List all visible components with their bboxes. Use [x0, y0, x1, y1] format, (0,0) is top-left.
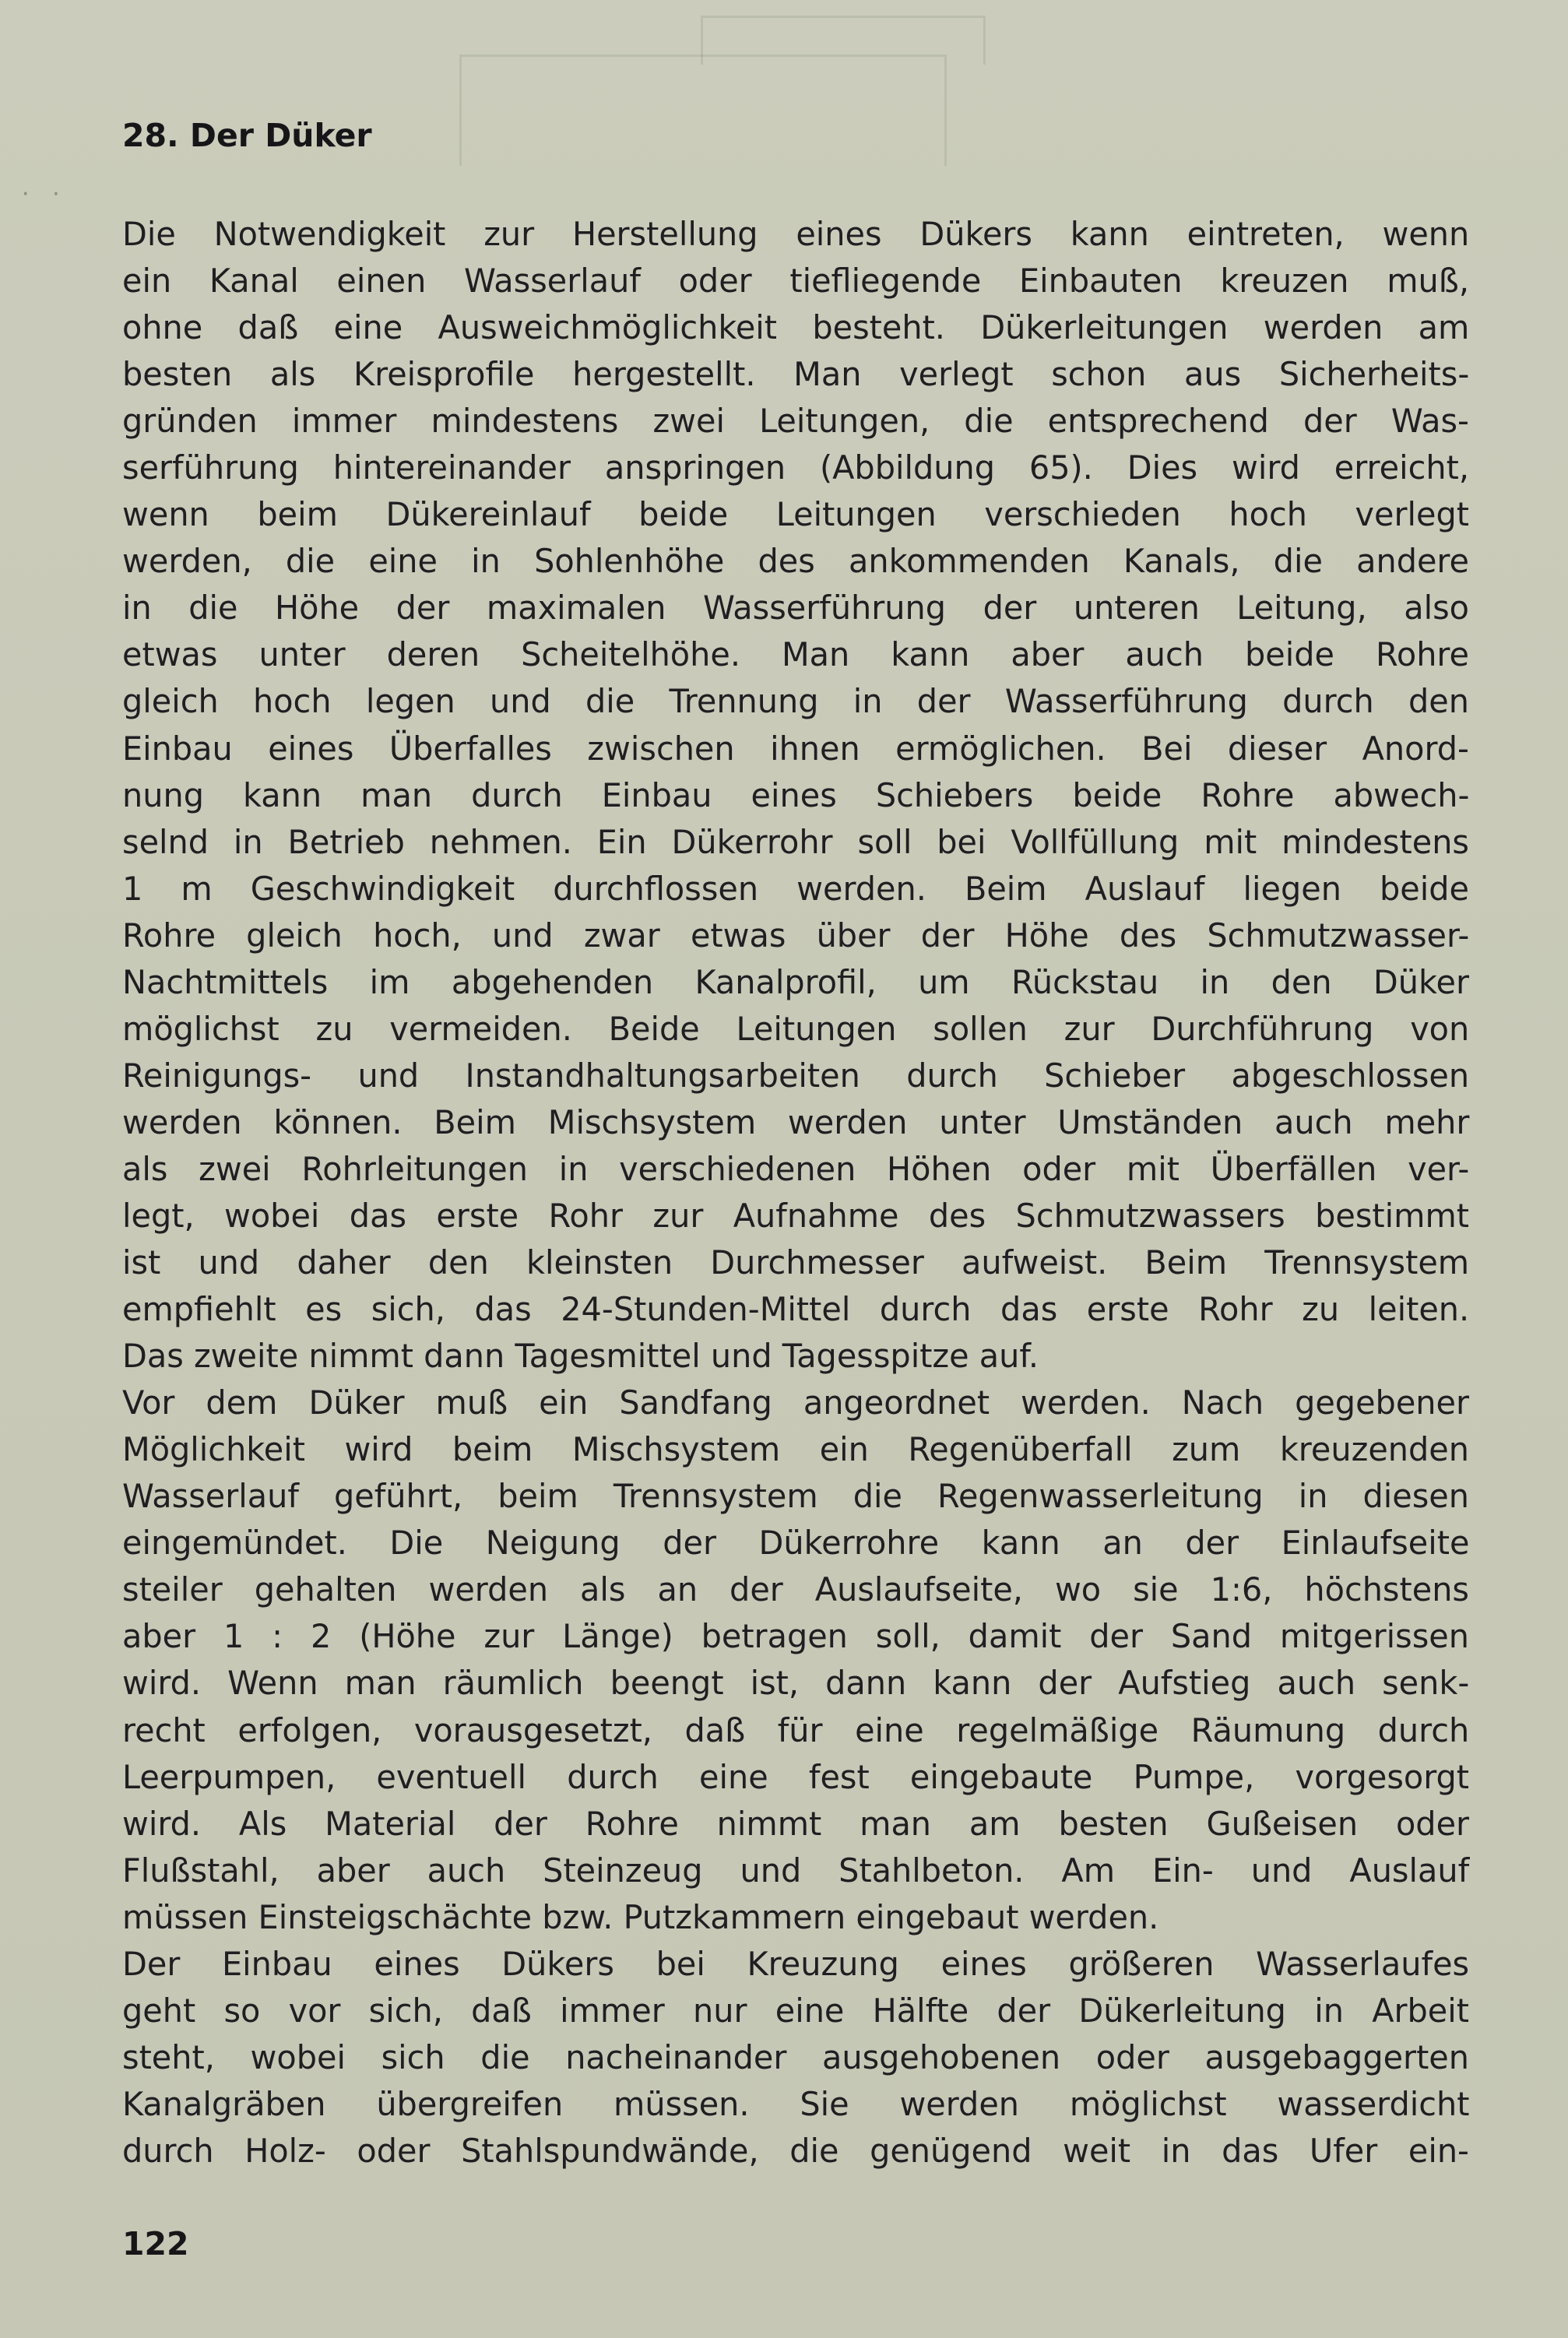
text-line: selnd in Betrieb nehmen. Ein Dükerrohr soll bei Vollfüllung mit mindestens	[122, 823, 1469, 861]
text-line-paragraph-end: müssen Einsteigschächte bzw. Putzkammern eingebaut werden.	[122, 1898, 1159, 1936]
text-line: als zwei Rohrleitungen in verschiedenen Höhen oder mit Überfällen ver-	[122, 1150, 1470, 1188]
text-line: geht so vor sich, daß immer nur eine Hälfte der Dükerleitung in Arbeit	[122, 1992, 1469, 2030]
text-line: aber 1 : 2 (Höhe zur Länge) betragen soll, damit der Sand mitgerissen	[122, 1618, 1469, 1656]
text-line: ein Kanal einen Wasserlauf oder tiefliegende Einbauten kreuzen muß,	[122, 262, 1469, 301]
text-line: Einbau eines Überfalles zwischen ihnen ermöglichen. Bei dieser Anord-	[122, 730, 1469, 768]
text-line: wird. Wenn man räumlich beengt ist, dann kann der Aufstieg auch senk-	[122, 1665, 1470, 1703]
section-heading: 28. Der Düker	[122, 117, 372, 154]
text-line: nung kann man durch Einbau eines Schiebers beide Rohre abwech-	[122, 776, 1470, 814]
text-line: Vor dem Düker muß ein Sandfang angeordnet werden. Nach gegebener	[122, 1384, 1469, 1422]
text-line: Kanalgräben übergreifen müssen. Sie werden möglichst wasserdicht	[122, 2085, 1470, 2123]
text-line: 1 m Geschwindigkeit durchflossen werden. Beim Auslauf liegen beide	[122, 870, 1469, 908]
text-line: Reinigungs- und Instandhaltungsarbeiten durch Schieber abgeschlossen	[122, 1056, 1470, 1095]
text-line: steht, wobei sich die nacheinander ausgehobenen oder ausgebaggerten	[122, 2038, 1469, 2076]
bleed-through-figure-frame-top	[701, 16, 986, 65]
bleed-through-figure-frame	[459, 54, 947, 166]
text-line-paragraph-end: Das zweite nimmt dann Tagesmittel und Tagesspitze auf.	[122, 1338, 1039, 1376]
text-line: gleich hoch legen und die Trennung in der Wasserführung durch den	[122, 683, 1469, 721]
text-line: Rohre gleich hoch, und zwar etwas über der Höhe des Schmutzwasser-	[122, 916, 1470, 955]
text-line: möglichst zu vermeiden. Beide Leitungen sollen zur Durchführung von	[122, 1010, 1470, 1048]
text-line: steiler gehalten werden als an der Auslaufseite, wo sie 1:6, höchstens	[122, 1571, 1469, 1609]
text-line: durch Holz- oder Stahlspundwände, die genügend weit in das Ufer ein-	[122, 2132, 1469, 2170]
text-line: serführung hintereinander anspringen (Abbildung 65). Dies wird erreicht,	[122, 449, 1469, 487]
text-line: gründen immer mindestens zwei Leitungen, die entsprechend der Was-	[122, 403, 1469, 441]
text-line: Möglichkeit wird beim Mischsystem ein Regenüberfall zum kreuzenden	[122, 1431, 1469, 1469]
text-line: besten als Kreisprofile hergestellt. Man verlegt schon aus Sicherheits-	[122, 356, 1470, 394]
text-line: recht erfolgen, vorausgesetzt, daß für eine regelmäßige Räumung durch	[122, 1711, 1470, 1749]
margin-specks: · ·	[22, 181, 68, 208]
text-line: etwas unter deren Scheitelhöhe. Man kann aber auch beide Rohre	[122, 636, 1469, 674]
text-line: Wasserlauf geführt, beim Trennsystem die Regenwasserleitung in diesen	[122, 1478, 1469, 1516]
text-line: ohne daß eine Ausweichmöglichkeit besteht. Dükerleitungen werden am	[122, 309, 1470, 347]
text-line: in die Höhe der maximalen Wasserführung der unteren Leitung, also	[122, 589, 1469, 628]
text-line: eingemündet. Die Neigung der Dükerrohre kann an der Einlaufseite	[122, 1524, 1470, 1563]
text-line: ist und daher den kleinsten Durchmesser aufweist. Beim Trennsystem	[122, 1244, 1470, 1282]
text-line: werden können. Beim Mischsystem werden unter Umständen auch mehr	[122, 1103, 1470, 1141]
text-line: Flußstahl, aber auch Steinzeug und Stahlbeton. Am Ein- und Auslauf	[122, 1851, 1470, 1890]
text-line: werden, die eine in Sohlenhöhe des ankommenden Kanals, die andere	[122, 543, 1469, 581]
text-line: Nachtmittels im abgehenden Kanalprofil, um Rückstau in den Düker	[122, 963, 1469, 1001]
text-line: Der Einbau eines Dükers bei Kreuzung eines größeren Wasserlaufes	[122, 1945, 1470, 1983]
text-line: empfiehlt es sich, das 24-Stunden-Mittel durch das erste Rohr zu leiten.	[122, 1291, 1470, 1329]
text-line: legt, wobei das erste Rohr zur Aufnahme des Schmutzwassers bestimmt	[122, 1197, 1469, 1235]
body-text	[122, 211, 1469, 2175]
text-line: wenn beim Dükereinlauf beide Leitungen verschieden hoch verlegt	[122, 496, 1469, 534]
page-number: 122	[122, 2225, 189, 2262]
text-line: Leerpumpen, eventuell durch eine fest eingebaute Pumpe, vorgesorgt	[122, 1758, 1469, 1796]
text-line: Die Notwendigkeit zur Herstellung eines Dükers kann eintreten, wenn	[122, 216, 1470, 253]
text-line: wird. Als Material der Rohre nimmt man am besten Gußeisen oder	[122, 1805, 1470, 1843]
